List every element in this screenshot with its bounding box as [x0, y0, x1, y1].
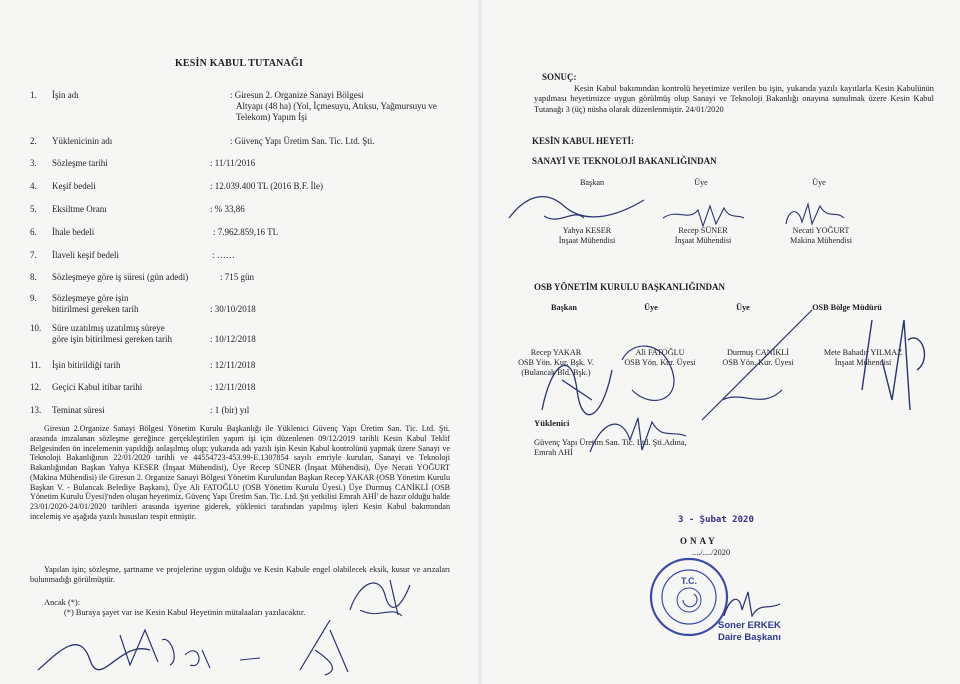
row-value-line3: Telekom) Yapım İşi: [236, 112, 308, 122]
row-number: 11.: [30, 360, 41, 370]
bakanlik-member-1: [542, 226, 632, 246]
member-title: İnşaat Mühendisi: [834, 358, 892, 367]
osb-role-3: Üye: [736, 303, 750, 312]
member-name: Recep YAKAR: [530, 348, 582, 357]
row-value: [230, 90, 478, 123]
bakanlik-title: SANAYİ VE TEKNOLOJİ BAKANLIĞINDAN: [532, 156, 717, 166]
row-number: 9.: [30, 293, 37, 303]
row-label: [52, 323, 222, 345]
osb-member-1: [506, 348, 606, 378]
member-name: Durmuş CANİKLİ: [726, 348, 790, 357]
row-number: 12.: [30, 382, 42, 392]
bakanlik-member-2: [658, 226, 748, 246]
approval-stamp-date: 3 - Şubat 2020: [678, 515, 754, 525]
onay-date: ..../..../2020: [692, 548, 731, 557]
row-label-line2: bitirilmesi gereken tarih: [52, 304, 139, 314]
bakanlik-role-3: Üye: [812, 178, 826, 187]
row-label: Yüklenicinin adı: [52, 136, 113, 146]
osb-role-2: Üye: [644, 303, 658, 312]
body-paragraph-2: Yapılan işin; sözleşme, şartname ve projelerine uygun olduğu ve Kesin Kabule engel olabilecek eksik, kusur ve arızaları bulunmadığı görülmüştür.: [30, 565, 450, 584]
row-label-line1: Süre uzatılmış uzatılmış süreye: [52, 323, 165, 333]
member-title: İnşaat Mühendisi: [558, 236, 616, 245]
row-value: : 30/10/2018: [210, 304, 256, 314]
row-label: İşin adı: [52, 90, 79, 100]
row-value: : 12/11/2018: [210, 360, 256, 370]
member-name: Recep SÜNER: [678, 226, 728, 235]
official-name: Soner ERKEK: [718, 620, 781, 631]
row-label-line2: göre işin bitirilmesi gereken tarih: [52, 334, 172, 344]
row-label: Eksiltme Oranı: [52, 204, 107, 214]
member-title: OSB Yön. Kur. Üyesi: [722, 358, 794, 367]
member-title: İnşaat Mühendisi: [674, 236, 732, 245]
left-page: [0, 0, 478, 684]
row-value-line1: : Giresun 2. Organize Sanayi Bölgesi: [230, 90, 364, 100]
osb-member-4: [808, 348, 918, 368]
osb-role-4: OSB Bölge Müdürü: [812, 303, 882, 312]
row-label: İşin bitirildiği tarih: [52, 360, 121, 370]
onay-label: ONAY: [680, 536, 718, 546]
member-title: OSB Yön. Kur. Üyesi: [624, 358, 696, 367]
heyet-title: KESİN KABUL HEYETİ:: [532, 136, 635, 146]
official-signatory: [718, 620, 781, 644]
official-title: Daire Başkanı: [718, 632, 781, 643]
member-name: Necati YOĞURT: [792, 226, 850, 235]
row-number: 10.: [30, 323, 42, 333]
row-number: 4.: [30, 181, 37, 191]
row-value: : 715 gün: [220, 272, 255, 282]
yuklenici-title: Yüklenici: [534, 418, 570, 428]
row-number: 2.: [30, 136, 37, 146]
bakanlik-member-3: [776, 226, 866, 246]
member-name: Yahya KESER: [562, 226, 612, 235]
row-label: İlaveli keşif bedeli: [52, 250, 119, 260]
signature-ahi: [582, 410, 692, 460]
row-number: 8.: [30, 272, 37, 282]
member-title: OSB Yön. Kur. Bşk. V.: [518, 358, 594, 367]
row-number: 3.: [30, 158, 37, 168]
row-value: : ……: [212, 250, 235, 260]
signatures-scribble: [30, 610, 410, 684]
row-label: Keşif bedeli: [52, 181, 96, 191]
bakanlik-role-1: Başkan: [579, 178, 605, 187]
member-name: Ali FATOĞLU: [635, 348, 685, 357]
row-label: İhale bedeli: [52, 227, 95, 237]
row-label: Sözleşmeye göre iş süresi (gün adedi): [52, 272, 189, 282]
row-label: Geçici Kabul itibar tarihi: [52, 382, 143, 392]
osb-member-3: [708, 348, 808, 368]
row-value-line2: Altyapı (48 ha) (Yol, İçmesuyu, Atıksu, Yağmursuyu ve: [236, 101, 437, 111]
sonuc-text: Kesin Kabul bakımından kontrolü heyetimize verilen bu işin, yukarıda yazılı kayıtlarla Kesin Kabulünün yapılması heyetimizce uygun görülmüş olup Sanayi ve Teknoloji Bakanlığı onayına sunulmak üzere Kesin Kabul Tutanağı 3 (üç) nüsha olarak düzenlenmiştir. 24/01/2020: [534, 84, 934, 114]
row-label: Teminat süresi: [52, 405, 105, 415]
right-page: [482, 0, 960, 684]
row-number: 13.: [30, 405, 42, 415]
row-value: : 12.039.400 TL (2016 B.F. İle): [210, 181, 324, 191]
body-paragraph-1: Giresun 2.Organize Sanayi Bölgesi Yönetim Kurulu Başkanlığı ile Yüklenici Güvenç Yapı Üretim San. Tic. Ltd. Şti. arasında imzalanan sözleşme gereğince gerçekleştirilen yapım işi için düzenlenen 09/12/2019 tarihli Kesin Kabul Teklif Belgesinden ön incelemenin yapıldığı anlaşılmış olup; yukarıda adı yazılı işin Kesin Kabul kontrolünü yapmak üzere Sanayi ve Teknoloji Bakanlığının 22/01/2020 tarihli ve 44554723-453.99-E.1307854 sayılı emriyle kurulan, Sanayi ve Teknoloji Bakanlığından Başkan Yahya KESER (İnşaat Mühendisi), Üye Recep SÜNER (İnşaat Mühendisi), Üye Necati YOĞURT (Makina Mühendisi) ile Giresun 2. Organize Sanayi Bölgesi Yönetim Kurulundan Başkan Recep YAKAR (OSB Yönetim Kurulu Başkan V. - Bulancak Belediye Başkanı), Üye Ali FATOĞLU (OSB Yönetim Kurulu Üyesi.) Üye Durmuş CANİKLİ (OSB Yönetim Kurulu Üyesi)'nden oluşan heyetimiz, Güvenç Yapı Üretim San. Tic. Ltd. Şti yetkilisi Emrah AHİ' de hazır olduğu halde 23/01/2020-24/01/2020 tarihleri arasında işyerine giderek, yüklenici tarafından yapılmış işleri Kesin Kabul bakımından incelemiş ve aşağıda yazılı hususları tespit etmiştir.: [30, 424, 450, 521]
row-value: : 1 (bir) yıl: [210, 405, 250, 415]
sonuc-title: SONUÇ:: [542, 72, 577, 82]
osb-member-2: [610, 348, 710, 368]
row-number: 1.: [30, 90, 37, 100]
member-name: Mete Bahadır YILMAZ: [823, 348, 903, 357]
row-number: 7.: [30, 250, 37, 260]
member-note: (Bulancak Bld. Bşk.): [521, 368, 591, 377]
row-label-line1: Sözleşmeye göre işin: [52, 293, 129, 303]
osb-role-1: Başkan: [551, 303, 577, 312]
document-title: KESİN KABUL TUTANAĞI: [174, 58, 304, 69]
ancak-label: Ancak (*):: [44, 598, 81, 607]
row-value: : % 33,86: [210, 204, 245, 214]
bakanlik-role-2: Üye: [694, 178, 708, 187]
row-label: Sözleşme tarihi: [52, 158, 108, 168]
seal-text: T.C.: [680, 576, 698, 586]
row-value: : 10/12/2018: [210, 334, 256, 344]
footnote: (*) Buraya şayet var ise Kesin Kabul Heyetinin mütalaaları yazılacaktır.: [64, 608, 306, 617]
row-label: [52, 293, 222, 315]
row-value: : 7.962.859,16 TL: [213, 227, 279, 237]
osb-title: OSB YÖNETİM KURULU BAŞKANLIĞINDAN: [534, 282, 725, 292]
row-value: : 12/11/2018: [210, 382, 256, 392]
row-number: 5.: [30, 204, 37, 214]
row-number: 6.: [30, 227, 37, 237]
row-value: : 11/11/2016: [210, 158, 256, 168]
yuklenici-line2: Emrah AHİ: [534, 448, 573, 457]
row-value: : Güvenç Yapı Üretim San. Tic. Ltd. Şti.: [230, 136, 375, 146]
yuklenici-line1: Güvenç Yapı Üretim San. Tic. Ltd. Şti.Adına,: [534, 438, 687, 447]
member-title: Makina Mühendisi: [789, 236, 853, 245]
